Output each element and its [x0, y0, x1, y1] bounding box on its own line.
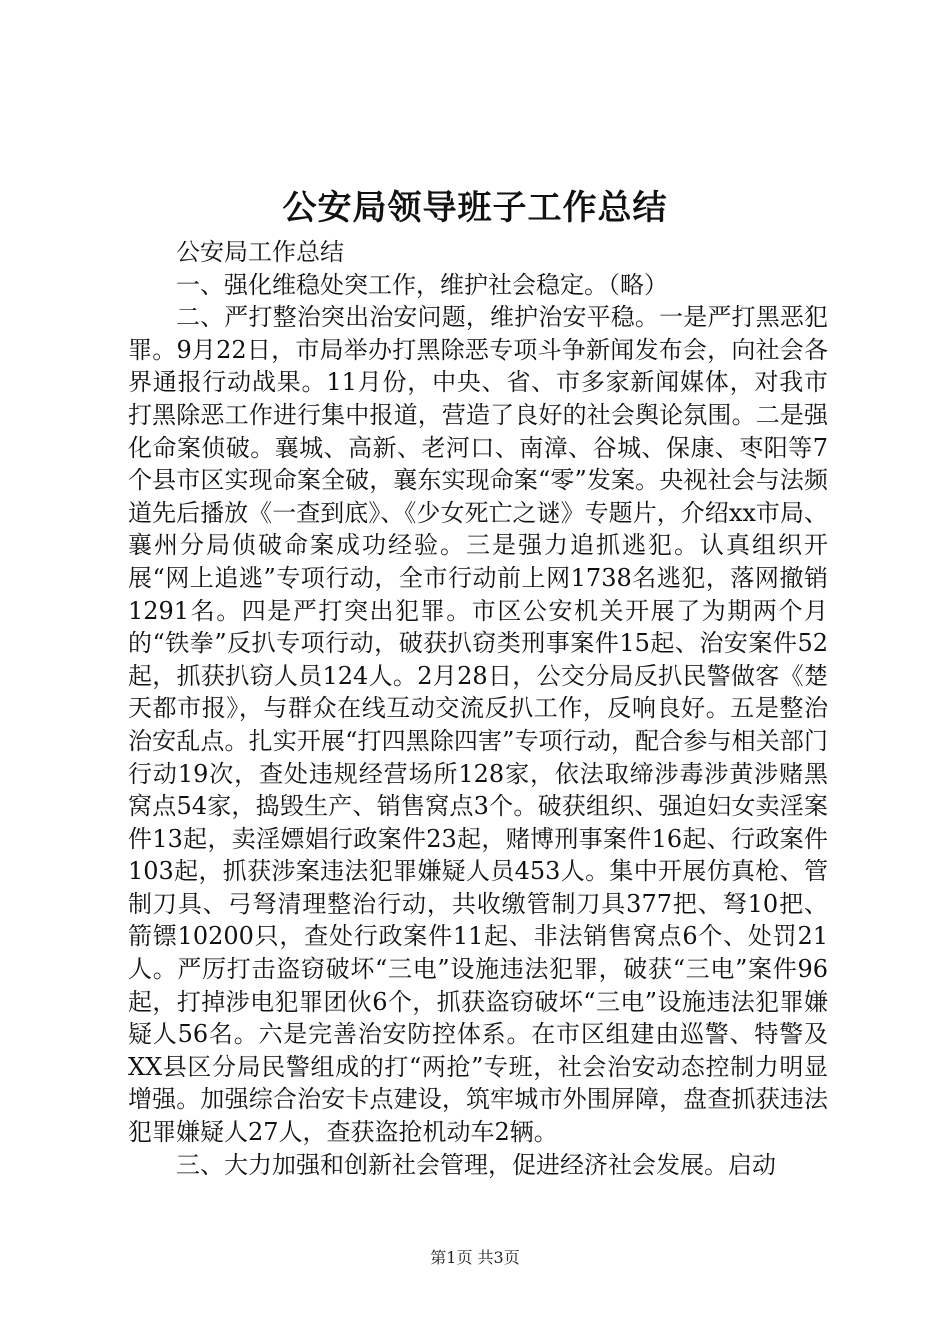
document-title: 公安局领导班子工作总结	[282, 188, 668, 228]
paragraph-section-3: 三、大力加强和创新社会管理，促进经济社会发展。启动	[176, 1150, 776, 1179]
paragraph-subtitle: 公安局工作总结	[176, 238, 344, 266]
paragraph-section-1: 一、强化维稳处突工作，维护社会稳定。（略）	[176, 270, 668, 299]
paragraph-section-2: 二、严打整治突出治安问题，维护治安平稳。一是严打黑恶犯罪。9月22日，市局举办打黑除恶专项斗争新闻发布会，向社会各界通报行动战果。11月份，中央、省、市多家新闻媒体，对我市打黑除恶工作进行集中报道，营造了良好的社会舆论氛围。二是强化命案侦破。襄城、高新、老河口、南漳、谷城、保康、枣阳等7个县市区实现命案全破，襄东实现命案“零”发案。央视社会与法频道先后播放《一查到底》、《少女死亡之谜》专题片，介绍xx市局、襄州分局侦破命案成功经验。三是强力追抓逃犯。认真组织开展“网上追逃”专项行动，全市行动前上网1738名逃犯，落网撤销1291名。四是严打突出犯罪。市区公安机关开展了为期两个月的“铁拳”反扒专项行动，破获扒窃类刑事案件15起、治安案件52起，抓获扒窃人员124人。2月28日，公交分局反扒民警做客《楚天都市报》，与群众在线互动交流反扒工作，反响良好。五是整治治安乱点。扎实开展“打四黑除四害”专项行动，配合参与相关部门行动19次，查处违规经营场所128家，依法取缔涉毒涉黄涉赌黑窝点54家，捣毁生产、销售窝点3个。破获组织、强迫妇女卖淫案件13起，卖淫嫖娼行政案件23起，赌博刑事案件16起、行政案件103起，抓获涉案违法犯罪嫌疑人员453人。集中开展仿真枪、管制刀具、弓弩清理整治行动，共收缴管制刀具377把、弩10把、箭镖10200只，查处行政案件11起、非法销售窝点6个、处罚21人。严厉打击盗窃破坏“三电”设施违法犯罪，破获“三电”案件96起，打掉涉电犯罪团伙6个，抓获盗窃破坏“三电”设施违法犯罪嫌疑人56名。六是完善治安防控体系。在市区组建由巡警、特警及XX县区分局民警组成的打“两抢”专班，社会治安动态控制力明显增强。加强综合治安卡点建设，筑牢城市外围屏障，盘查抓获违法犯罪嫌疑人27人，查获盗抢机动车2辆。	[128, 303, 828, 1147]
page-footer: 第1页 共3页	[430, 1248, 520, 1267]
document-body	[128, 236, 828, 1181]
